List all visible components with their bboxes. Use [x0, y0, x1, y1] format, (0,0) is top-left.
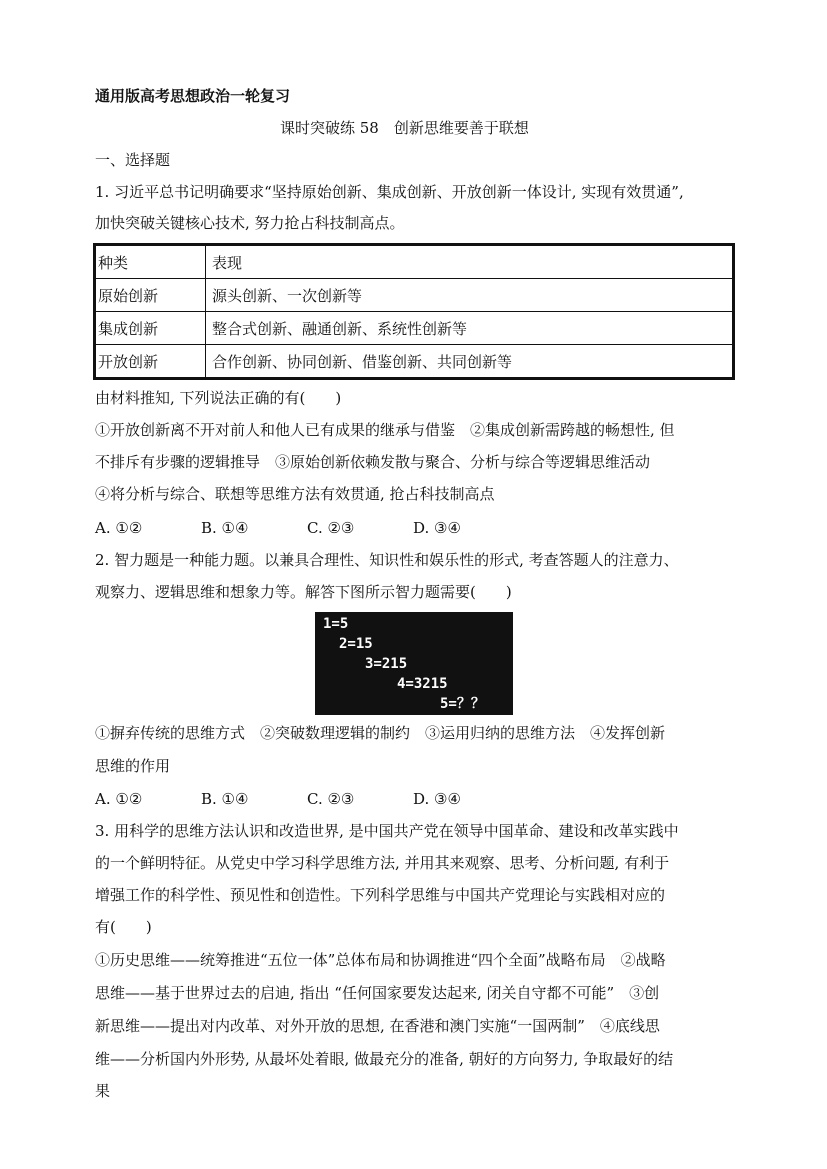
puzzle-line: 5=？？ [440, 696, 485, 712]
q3-option-line-3: 新思维——提出对内改革、对外开放的思想, 在香港和澳门实施“一国两制” ④底线思 [95, 1017, 660, 1035]
q3-option-line-5: 果 [95, 1082, 111, 1100]
q2-option-line-2: 思维的作用 [95, 757, 171, 775]
q2-option-line-1: ①摒弃传统的思维方式 ②突破数理逻辑的制约 ③运用归纳的思维方法 ④发挥创新 [95, 724, 666, 742]
q3-option-line-2: 思维——基于世界过去的启迪, 指出 “任何国家要发达起来, 闭关自守都不可能” ③创 [95, 984, 660, 1002]
q2-stem-line-2: 观察力、逻辑思维和想象力等。解答下图所示智力题需要( ) [95, 583, 512, 601]
q1-prompt: 由材料推知, 下列说法正确的有( ) [95, 389, 342, 407]
table-row [95, 312, 734, 345]
choice-a[interactable]: A. ①② [95, 519, 143, 537]
q3-option-line-1: ①历史思维——统筹推进“五位一体”总体布局和协调推进“四个全面”战略布局 ②战略 [95, 951, 666, 969]
q1-choices [95, 518, 461, 538]
table-cell: 开放创新 [95, 345, 206, 379]
q3-stem-line-3: 增强工作的科学性、预见性和创造性。下列科学思维与中国共产党理论与实践相对应的 [95, 886, 666, 904]
table-cell: 集成创新 [95, 312, 206, 345]
q3-option-line-4: 维——分析国内外形势, 从最坏处着眼, 做最充分的准备, 朝好的方向努力, 争取最好的结 [95, 1050, 674, 1068]
q3-stem-line-2: 的一个鲜明特征。从党史中学习科学思维方法, 并用其来观察、思考、分析问题, 有利于 [95, 854, 670, 872]
choice-c[interactable]: C. ②③ [307, 790, 355, 808]
choice-b[interactable]: B. ①④ [201, 519, 249, 537]
choice-d[interactable]: D. ③④ [413, 790, 461, 808]
table-header-cell: 表现 [206, 245, 734, 279]
table-cell: 源头创新、一次创新等 [206, 279, 734, 312]
q3-stem-line-1: 3. 用科学的思维方法认识和改造世界, 是中国共产党在领导中国革命、建设和改革实践中 [95, 822, 679, 840]
choice-d[interactable]: D. ③④ [413, 519, 461, 537]
table-row [95, 345, 734, 379]
table-cell: 整合式创新、融通创新、系统性创新等 [206, 312, 734, 345]
q2-stem-line-1: 2. 智力题是一种能力题。以兼具合理性、知识性和娱乐性的形式, 考查答题人的注意力、 [95, 551, 679, 569]
table-row [95, 279, 734, 312]
q1-stem-line-1: 1. 习近平总书记明确要求“坚持原始创新、集成创新、开放创新一体设计, 实现有效贯通”, [95, 183, 684, 201]
puzzle-image [315, 612, 513, 715]
document-title: 通用版高考思想政治一轮复习 [95, 87, 291, 105]
puzzle-line: 3=215 [365, 656, 408, 672]
puzzle-line: 2=15 [339, 636, 373, 652]
q1-option-line-3: ④将分析与综合、联想等思维方法有效贯通, 抢占科技制高点 [95, 485, 495, 503]
q3-stem-line-4: 有( ) [95, 918, 152, 936]
q1-stem-line-2: 加快突破关键核心技术, 努力抢占科技制高点。 [95, 214, 405, 232]
choice-c[interactable]: C. ②③ [307, 519, 355, 537]
choice-b[interactable]: B. ①④ [201, 790, 249, 808]
table-header-row [95, 245, 734, 279]
q2-choices [95, 789, 461, 809]
q1-option-line-2: 不排斥有步骤的逻辑推导 ③原始创新依赖发散与聚合、分析与综合等逻辑思维活动 [95, 453, 651, 471]
q1-option-line-1: ①开放创新离不开对前人和他人已有成果的继承与借鉴 ②集成创新需跨越的畅想性, 但 [95, 421, 675, 439]
table-header-cell: 种类 [95, 245, 206, 279]
choice-a[interactable]: A. ①② [95, 790, 143, 808]
puzzle-line: 4=3215 [397, 676, 448, 692]
section-heading: 一、选择题 [95, 151, 171, 169]
lesson-title: 课时突破练 58 创新思维要善于联想 [280, 119, 529, 137]
innovation-table [93, 243, 735, 380]
table-cell: 原始创新 [95, 279, 206, 312]
table-cell: 合作创新、协同创新、借鉴创新、共同创新等 [206, 345, 734, 379]
puzzle-line: 1=5 [323, 616, 349, 632]
